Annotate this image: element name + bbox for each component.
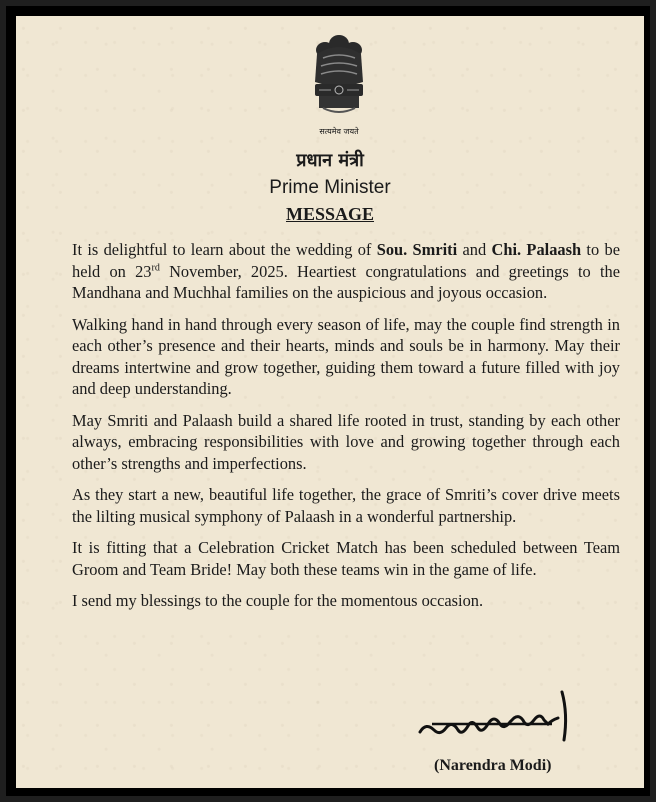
svg-text:सत्यमेव जयते: सत्यमेव जयते xyxy=(319,127,359,136)
groom-name: Chi. Palaash xyxy=(491,240,582,259)
letter-frame xyxy=(6,6,650,796)
paragraph-5: It is fitting that a Celebration Cricket Match has been scheduled between Team Groom and Team Bride! May both these teams win in the game of life. xyxy=(72,538,620,579)
title-english: Prime Minister xyxy=(269,177,391,198)
bride-name: Sou. Smriti xyxy=(376,240,458,259)
handwritten-signature-icon xyxy=(412,684,582,748)
paragraph-6: I send my blessings to the couple for the momentous occasion. xyxy=(72,591,484,610)
paragraph-1: It is delightful to learn about the wedding of Sou. Smriti and Chi. Palaash to be held on 23rd November, 2025. Heartiest congratulations and greetings to the Mandhana and Muchhal families on the auspicious and joyous occasion. xyxy=(72,240,620,302)
paragraph-2: Walking hand in hand through every season of life, may the couple find strength in each other’s presence and their hearts, minds and souls be in harmony. May their dreams intertwine and grow together, guiding them toward a future filled with joy and deep understanding. xyxy=(72,314,620,398)
paragraph-4: As they start a new, beautiful life together, the grace of Smriti’s cover drive meets the lilting musical symphony of Palaash in a wonderful partnership. xyxy=(72,485,620,526)
title-hindi: प्रधान मंत्री xyxy=(296,150,364,171)
letter-page xyxy=(16,16,644,788)
paragraph-3: May Smriti and Palaash build a shared life rooted in trust, standing by each other always, embracing responsibilities with love and growing together through each other’s strengths and imperfections. xyxy=(72,410,620,473)
national-emblem-icon xyxy=(303,30,375,142)
signatory-name: (Narendra Modi) xyxy=(434,757,552,774)
message-body xyxy=(72,239,620,622)
message-heading: MESSAGE xyxy=(285,204,375,224)
